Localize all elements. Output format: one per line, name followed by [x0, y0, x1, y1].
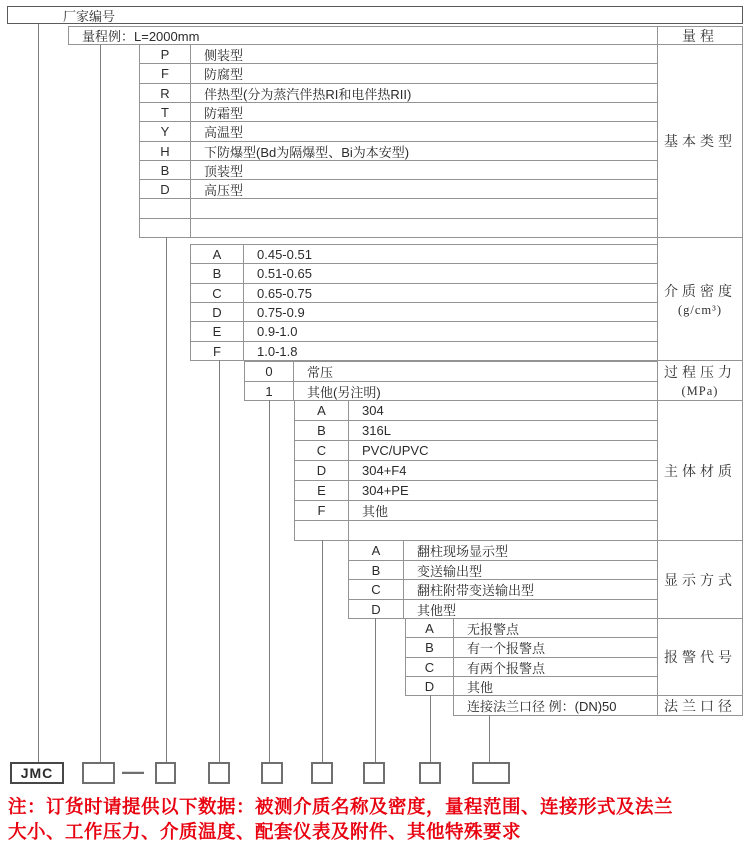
pressure-desc-cell: 其他(另注明): [293, 381, 658, 401]
basic-desc-cell: [190, 218, 658, 238]
alarm-code-cell: D: [405, 676, 454, 696]
dash-separator: —: [122, 759, 144, 784]
material-desc-cell: 其他: [348, 500, 658, 521]
pressure-desc-cell: 常压: [293, 361, 658, 382]
basic-code-cell: D: [139, 179, 191, 199]
connector-line: [100, 45, 101, 762]
alarm-code-cell: C: [405, 657, 454, 677]
order-code-box: [472, 762, 510, 784]
display-code-cell: D: [348, 599, 404, 619]
display-code-cell: A: [348, 540, 404, 561]
density-desc-cell: 0.45-0.51: [243, 244, 658, 264]
display-code-cell: B: [348, 560, 404, 580]
flange-caliber-row: [453, 695, 658, 716]
connector-line: [219, 360, 220, 762]
display-desc-cell: 翻柱附带变送输出型: [403, 579, 658, 600]
ordering-note: [8, 794, 748, 844]
material-desc-cell: [348, 520, 658, 541]
density-code-cell: D: [190, 302, 244, 322]
category-label-unit: (g/cm³): [677, 302, 723, 317]
material-code-cell: B: [294, 420, 349, 441]
material-desc-cell: 304+PE: [348, 480, 658, 501]
connector-line: [375, 618, 376, 762]
density-desc-cell: 0.9-1.0: [243, 321, 658, 342]
basic-code-cell: [139, 218, 191, 238]
basic-desc-cell: 防霜型: [190, 102, 658, 122]
category-label-unit: (MPa): [681, 384, 719, 398]
basic-code-cell: P: [139, 44, 191, 64]
material-code-cell: E: [294, 480, 349, 501]
alarm-code-cell: A: [405, 618, 454, 638]
basic-code-cell: B: [139, 160, 191, 180]
category-label-cell: 主体材质: [657, 400, 743, 541]
material-code-cell: F: [294, 500, 349, 521]
display-desc-cell: 变送输出型: [403, 560, 658, 580]
alarm-desc-cell: 有两个报警点: [453, 657, 658, 677]
category-label-cell: 介质密度 (g/cm³): [657, 237, 743, 361]
density-desc-cell: 0.75-0.9: [243, 302, 658, 322]
basic-desc-cell: [190, 198, 658, 219]
basic-desc-cell: 下防爆型(Bd为隔爆型、Bi为本安型): [190, 141, 658, 161]
pressure-code-cell: 0: [244, 361, 294, 382]
material-desc-cell: 304: [348, 400, 658, 421]
manufacturer-number-label: 厂家编号: [63, 8, 116, 24]
basic-desc-cell: 防腐型: [190, 63, 658, 84]
flange-caliber-text: 连接法兰口径 例：(DN)50: [467, 699, 617, 714]
basic-code-cell: Y: [139, 121, 191, 142]
ordering-note-line2: 大小、工作压力、介质温度、配套仪表及附件、其他特殊要求: [8, 821, 522, 842]
basic-code-cell: H: [139, 141, 191, 161]
order-code-box: [155, 762, 176, 784]
density-desc-cell: 0.51-0.65: [243, 263, 658, 284]
connector-line: [166, 237, 167, 762]
order-code-box: [363, 762, 385, 784]
material-code-cell: A: [294, 400, 349, 421]
material-code-cell: D: [294, 460, 349, 481]
basic-desc-cell: 高温型: [190, 121, 658, 142]
alarm-desc-cell: 其他: [453, 676, 658, 696]
basic-desc-cell: 高压型: [190, 179, 658, 199]
alarm-code-cell: B: [405, 637, 454, 658]
basic-desc-cell: 侧装型: [190, 44, 658, 64]
category-label-cell: 量程: [657, 26, 743, 45]
material-desc-cell: 316L: [348, 420, 658, 441]
density-code-cell: B: [190, 263, 244, 284]
material-code-cell: C: [294, 440, 349, 461]
ordering-note-line1: 注：订货时请提供以下数据：被测介质名称及密度，量程范围、连接形式及法兰: [8, 796, 674, 817]
category-label-cell: 基本类型: [657, 44, 743, 238]
order-code-box: [82, 762, 115, 784]
material-desc-cell: 304+F4: [348, 460, 658, 481]
connector-line: [322, 540, 323, 762]
density-code-cell: C: [190, 283, 244, 303]
density-code-cell: A: [190, 244, 244, 264]
order-code-box: [311, 762, 333, 784]
material-desc-cell: PVC/UPVC: [348, 440, 658, 461]
range-example-row: [68, 26, 658, 45]
display-desc-cell: 其他型: [403, 599, 658, 619]
pressure-code-cell: 1: [244, 381, 294, 401]
basic-code-cell: R: [139, 83, 191, 103]
density-code-cell: F: [190, 341, 244, 361]
order-code-box: [208, 762, 230, 784]
model-prefix-box: [10, 762, 64, 784]
material-code-cell: [294, 520, 349, 541]
order-code-box: [261, 762, 283, 784]
model-prefix-label: JMC: [20, 765, 54, 781]
order-code-box: [419, 762, 441, 784]
alarm-desc-cell: 有一个报警点: [453, 637, 658, 658]
connector-line: [489, 715, 490, 762]
basic-code-cell: F: [139, 63, 191, 84]
manufacturer-number-box: [7, 6, 743, 24]
density-code-cell: E: [190, 321, 244, 342]
category-label-cell: 显示方式: [657, 540, 743, 619]
category-label-cell: 法兰口径: [657, 695, 743, 716]
density-desc-cell: 1.0-1.8: [243, 341, 658, 361]
basic-code-cell: [139, 198, 191, 219]
connector-line: [430, 695, 431, 762]
basic-code-cell: T: [139, 102, 191, 122]
connector-line: [38, 24, 39, 762]
display-code-cell: C: [348, 579, 404, 600]
display-desc-cell: 翻柱现场显示型: [403, 540, 658, 561]
category-label-cell: 过程压力 (MPa): [657, 360, 743, 401]
range-example-text: 量程例：L=2000mm: [82, 29, 200, 44]
alarm-desc-cell: 无报警点: [453, 618, 658, 638]
basic-desc-cell: 顶装型: [190, 160, 658, 180]
density-desc-cell: 0.65-0.75: [243, 283, 658, 303]
basic-desc-cell: 伴热型(分为蒸汽伴热RI和电伴热RII): [190, 83, 658, 103]
connector-line: [269, 400, 270, 762]
category-label-cell: 报警代号: [657, 618, 743, 696]
